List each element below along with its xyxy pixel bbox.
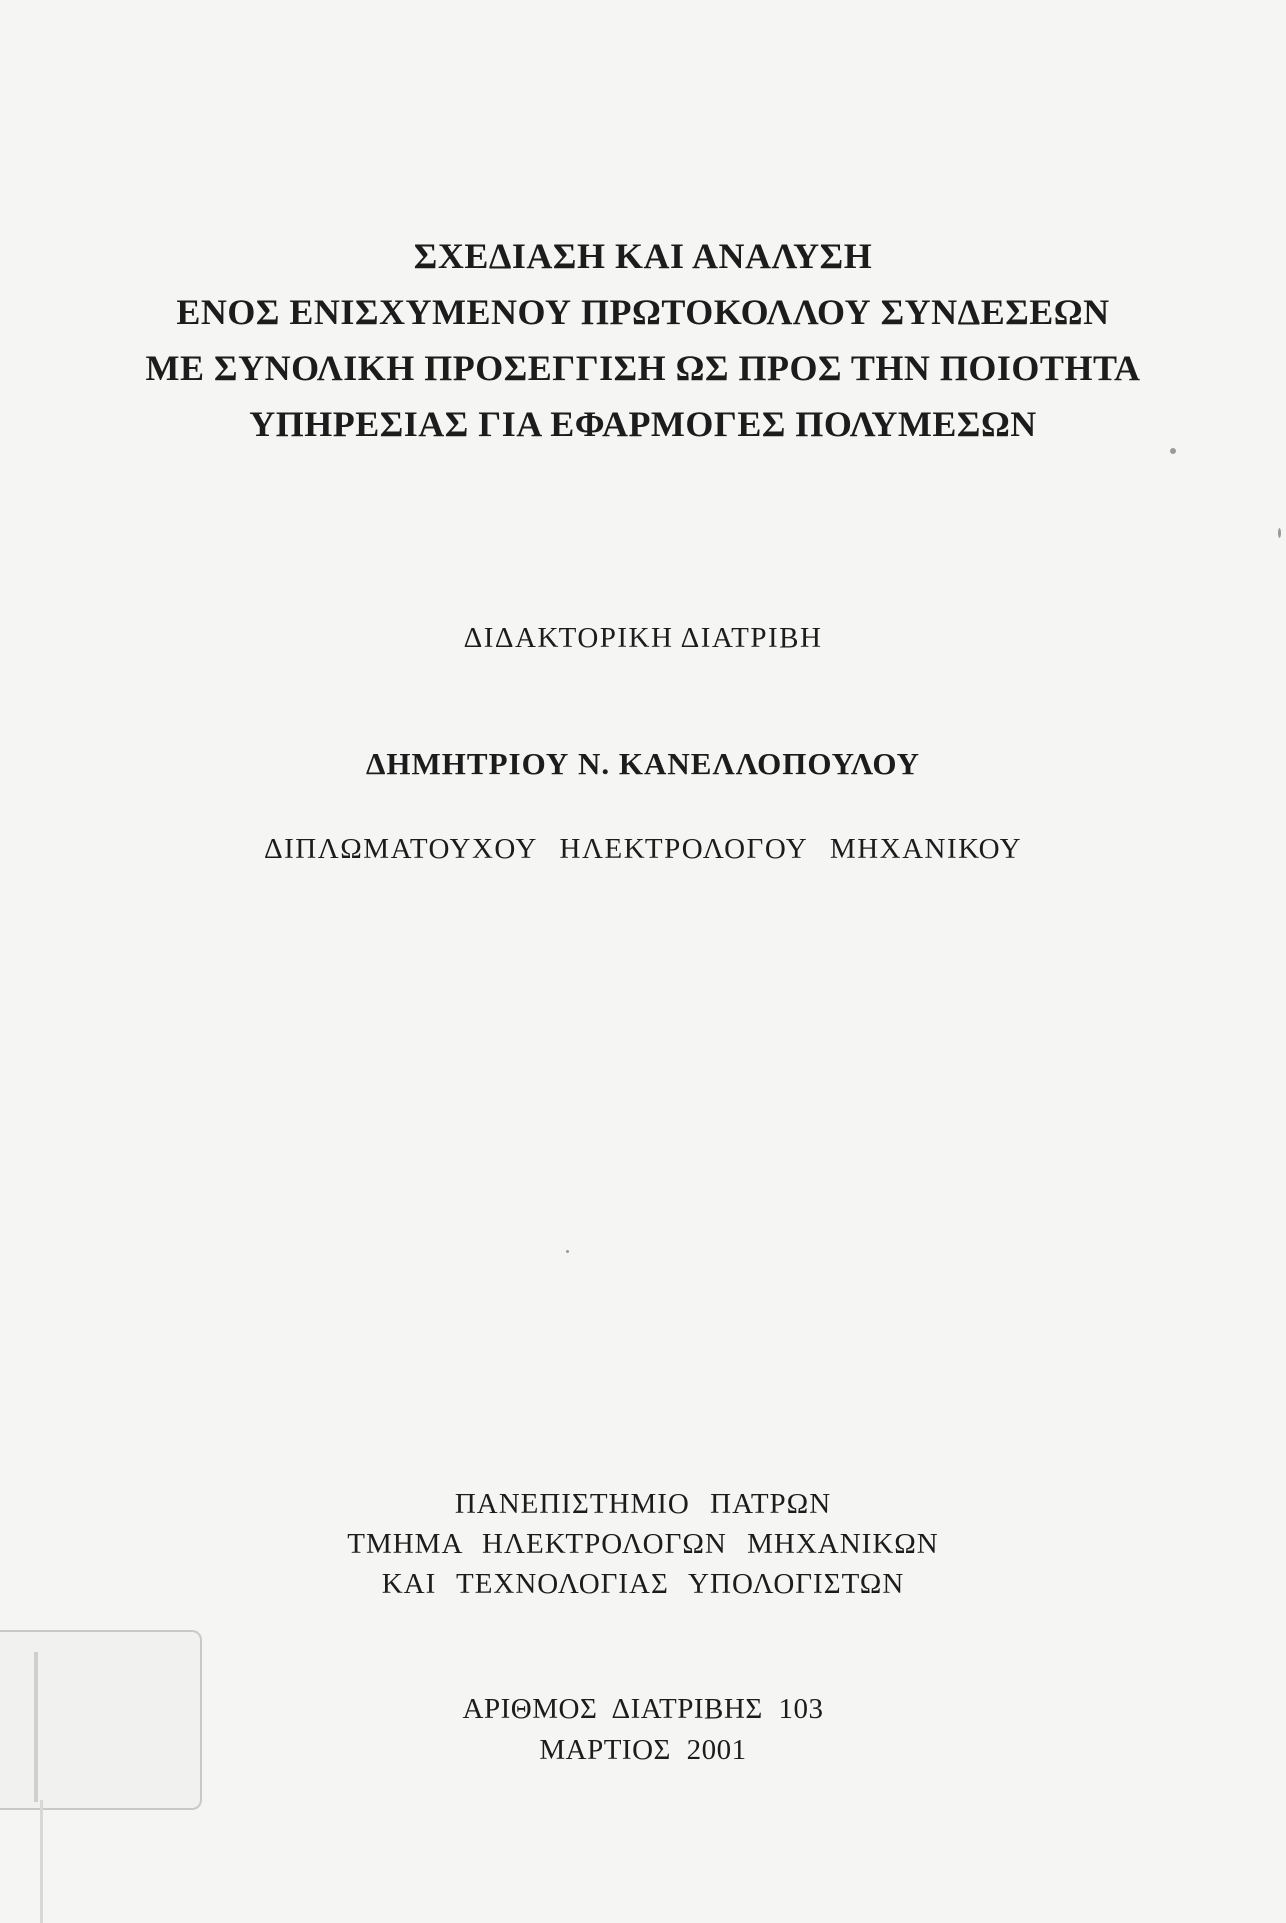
title-line: ΜΕ ΣΥΝΟΛΙΚΗ ΠΡΟΣΕΓΓΙΣΗ ΩΣ ΠΡΟΣ ΤΗΝ ΠΟΙΟΤΗΤΑ xyxy=(145,348,1141,388)
title-line: ΥΠΗΡΕΣΙΑΣ ΓΙΑ ΕΦΑΡΜΟΓΕΣ ΠΟΛΥΜΕΣΩΝ xyxy=(249,404,1037,444)
thesis-date: ΜΑΡΤΙΟΣ 2001 xyxy=(539,1734,747,1766)
institution-line: ΠΑΝΕΠΙΣΤΗΜΙΟ ΠΑΤΡΩΝ xyxy=(454,1488,832,1520)
scan-speck xyxy=(1170,448,1176,454)
scan-edge-mark xyxy=(40,1800,43,1923)
institution xyxy=(0,1484,1286,1604)
author-name: ΔΗΜΗΤΡΙΟΥ Ν. ΚΑΝΕΛΛΟΠΟΥΛΟΥ xyxy=(365,746,921,781)
title-line: ΕΝΟΣ ΕΝΙΣΧΥΜΕΝΟΥ ΠΡΩΤΟΚΟΛΛΟΥ ΣΥΝΔΕΣΕΩΝ xyxy=(176,292,1110,332)
scan-speck xyxy=(566,1250,569,1253)
title-line: ΣΧΕΔΙΑΣΗ ΚΑΙ ΑΝΑΛΥΣΗ xyxy=(413,236,873,276)
thesis-title xyxy=(0,228,1286,452)
institution-line: ΤΜΗΜΑ ΗΛΕΚΤΡΟΛΟΓΩΝ ΜΗΧΑΝΙΚΩΝ xyxy=(347,1528,939,1560)
institution-line: ΚΑΙ ΤΕΧΝΟΛΟΓΙΑΣ ΥΠΟΛΟΓΙΣΤΩΝ xyxy=(381,1568,905,1600)
scan-speck xyxy=(1278,528,1281,538)
library-label-sticker xyxy=(0,1630,202,1810)
document-type: ΔΙΔΑΚΤΟΡΙΚΗ ΔΙΑΤΡΙΒΗ xyxy=(463,622,823,654)
sticker-edge xyxy=(34,1652,38,1802)
thesis-number: ΑΡΙΘΜΟΣ ΔΙΑΤΡΙΒΗΣ 103 xyxy=(462,1693,824,1725)
author-degree: ΔΙΠΛΩΜΑΤΟΥΧΟΥ ΗΛΕΚΤΡΟΛΟΓΟΥ ΜΗΧΑΝΙΚΟΥ xyxy=(263,833,1023,865)
